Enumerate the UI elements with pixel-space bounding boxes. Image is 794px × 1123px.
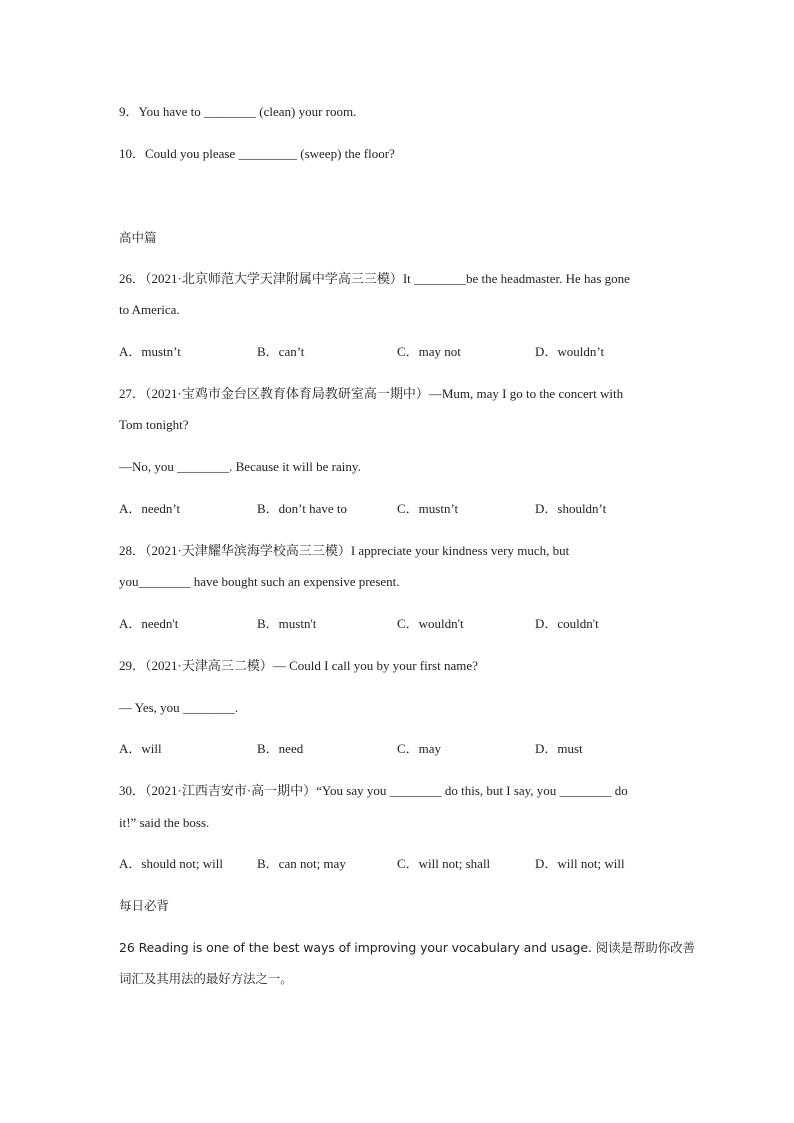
question-30-stem-line-2: it!” said the boss. bbox=[119, 815, 210, 830]
question-29-option-a: A．will bbox=[119, 741, 162, 756]
question-30-option-a: A．should not; will bbox=[119, 856, 224, 871]
question-27-option-b: B．don’t have to bbox=[257, 501, 348, 516]
question-28-stem-line-2: you________ have bought such an expensive present. bbox=[119, 574, 400, 589]
question-28-option-c: C．wouldn't bbox=[397, 616, 464, 631]
question-26-stem-line-2: to America. bbox=[119, 302, 180, 317]
question-27-stem-line-1: 27．（2021·宝鸡市金台区教育体育局教研室高一期中）—Mum, may I go to the concert with bbox=[119, 386, 624, 401]
question-26-option-b: B．can’t bbox=[257, 344, 305, 359]
question-29-stem-line-1: 29．（2021·天津高三二模）— Could I call you by your first name? bbox=[119, 658, 478, 673]
question-27-stem-line-2: Tom tonight? bbox=[119, 417, 189, 432]
question-28-option-a: A．needn't bbox=[119, 616, 179, 631]
question-27-option-d: D．shouldn’t bbox=[535, 501, 607, 516]
question-29-option-b: B．need bbox=[257, 741, 304, 756]
question-26-stem-line-1: 26．（2021·北京师范大学天津附属中学高三三模）It ________be the headmaster. He has gone bbox=[119, 271, 630, 286]
question-30-option-d: D．will not; will bbox=[535, 856, 625, 871]
question-26-option-a: A．mustn’t bbox=[119, 344, 181, 359]
question-27-option-a: A．needn’t bbox=[119, 501, 181, 516]
daily-sentence-line-2: 词汇及其用法的最好方法之一。 bbox=[119, 971, 293, 986]
warmup-question-10: 10．Could you please _________ (sweep) the floor? bbox=[119, 146, 395, 161]
question-28-stem-line-1: 28．（2021·天津耀华滨海学校高三三模）I appreciate your kindness very much, but bbox=[119, 543, 570, 558]
section-heading-senior: 高中篇 bbox=[119, 230, 157, 245]
question-30-option-b: B．can not; may bbox=[257, 856, 346, 871]
section-heading-daily: 每日必背 bbox=[119, 898, 170, 913]
question-29-option-d: D．must bbox=[535, 741, 583, 756]
question-30-option-c: C．will not; shall bbox=[397, 856, 491, 871]
question-28-option-b: B．mustn't bbox=[257, 616, 317, 631]
question-26-option-c: C．may not bbox=[397, 344, 461, 359]
question-29-option-c: C．may bbox=[397, 741, 442, 756]
question-28-option-d: D．couldn't bbox=[535, 616, 599, 631]
warmup-question-9: 9．You have to ________ (clean) your room. bbox=[119, 104, 357, 119]
question-26-option-d: D．wouldn’t bbox=[535, 344, 605, 359]
question-29-stem-line-2: — Yes, you ________. bbox=[119, 700, 239, 715]
question-27-stem-line-3: —No, you ________. Because it will be rainy. bbox=[119, 459, 361, 474]
question-27-option-c: C．mustn’t bbox=[397, 501, 459, 516]
daily-sentence-line-1: 26 Reading is one of the best ways of improving your vocabulary and usage. 阅读是帮助你改善 bbox=[119, 940, 695, 955]
question-30-stem-line-1: 30．（2021·江西吉安市·高一期中）“You say you ________ do this, but I say, you ________ do bbox=[119, 783, 628, 798]
